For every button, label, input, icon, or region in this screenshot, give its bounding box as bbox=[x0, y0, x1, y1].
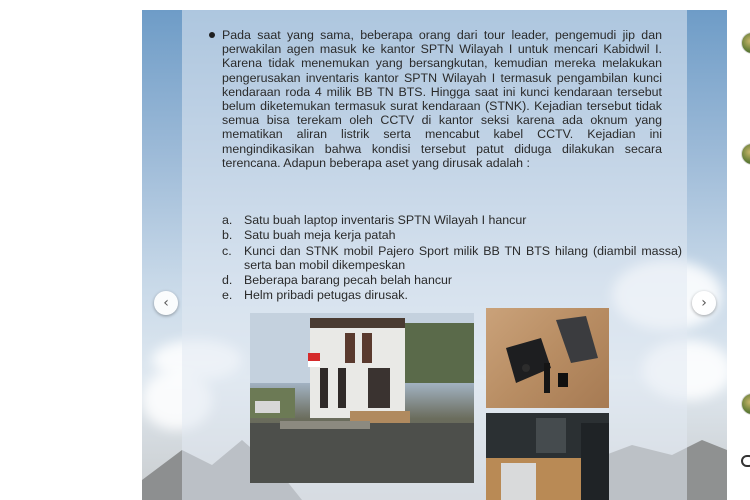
carousel-prev-button[interactable] bbox=[154, 291, 178, 315]
list-item bbox=[222, 288, 682, 302]
list-marker: c. bbox=[222, 243, 232, 258]
post-image-carousel[interactable] bbox=[142, 10, 727, 500]
broken-laptop-photo bbox=[486, 308, 609, 408]
list-item bbox=[222, 244, 682, 273]
bullet-icon bbox=[209, 32, 215, 38]
chevron-right-icon: › bbox=[701, 295, 707, 311]
list-item bbox=[222, 273, 682, 287]
list-item-text: Helm pribadi petugas dirusak. bbox=[244, 288, 408, 303]
list-marker: d. bbox=[222, 273, 233, 288]
list-marker: a. bbox=[222, 213, 233, 227]
list-item-text: Kunci dan STNK mobil Pajero Sport milik BB TN BTS hilang (diambil massa) serta ban mobil dikempeskan bbox=[244, 243, 682, 272]
carousel-next-button[interactable] bbox=[692, 291, 716, 315]
list-item-text: Beberapa barang pecah belah hancur bbox=[244, 273, 453, 288]
document-page bbox=[182, 10, 687, 500]
list-item-text: Satu buah meja kerja patah bbox=[244, 228, 396, 243]
damaged-assets-list bbox=[222, 213, 682, 304]
office-room-photo bbox=[486, 413, 609, 500]
left-gutter bbox=[0, 0, 142, 500]
incident-paragraph: Pada saat yang sama, beberapa orang dari tour leader, pengemudi jip dan perwakilan agen masuk ke kantor SPTN Wilayah I untuk mencari Kabidwil I. Karena tidak menemukan yang bersangkutan, kemudian mereka melakukan pengerusakan inventaris kantor SPTN Wilayah I termasuk pengambilan kunci kendaraan roda 4 milik BB TN BTS. Hingga saat ini kunci kendaraan tersebut belum diketemukan termasuk surat kendaraan (STNK). Kejadian tersebut tidak semua bisa terekam oleh CCTV di kantor seksi karena ada oknum yang mematikan aliran listrik serta mencabut kabel CCTV. Kejadian ini mengindikasikan bahwa kondisi tersebut patut diduga dilakukan secara terencana. Adapun beberapa aset yang dirusak adalah : bbox=[222, 28, 662, 170]
list-marker: e. bbox=[222, 288, 233, 303]
list-item bbox=[222, 228, 682, 242]
list-item-text: Satu buah laptop inventaris SPTN Wilayah I hancur bbox=[244, 213, 527, 227]
list-marker: b. bbox=[222, 228, 233, 243]
office-building-photo bbox=[250, 313, 474, 483]
chevron-left-icon: ‹ bbox=[163, 295, 169, 311]
comment-icon[interactable] bbox=[741, 455, 750, 467]
list-item bbox=[222, 213, 682, 227]
right-gutter bbox=[727, 0, 750, 500]
